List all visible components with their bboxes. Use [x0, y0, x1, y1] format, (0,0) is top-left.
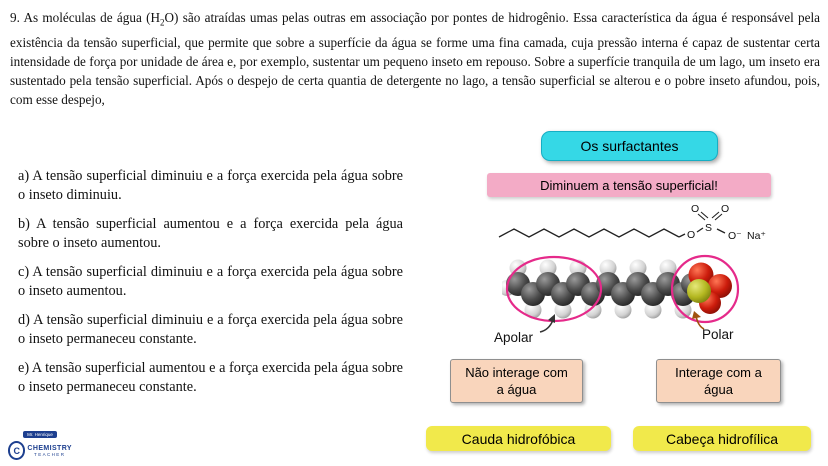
- logo-hexagon-c-icon: C: [8, 441, 25, 460]
- formula-oxygen-anion: O⁻: [728, 230, 742, 242]
- apolar-label: Apolar: [494, 330, 534, 345]
- polar-note-box: [656, 359, 781, 403]
- polar-arrow-icon: [690, 310, 710, 330]
- polar-label: Polar: [702, 327, 734, 342]
- option-b: b) A tensão superficial aumentou e a força exercida pela água sobre o inseto aumentou.: [18, 216, 403, 251]
- hydrophilic-head-box: Cabeça hidrofílica: [633, 426, 811, 451]
- option-e: e) A tensão superficial aumentou e a força exercida pela água sobre o inseto permaneceu constante.: [18, 360, 403, 395]
- option-d: d) A tensão superficial diminuiu e a força exercida pela água sobre o inseto permaneceu constante.: [18, 312, 403, 347]
- logo-name: CHEMISTRY: [27, 444, 72, 452]
- logo-row: [8, 441, 72, 460]
- formula-oxygen-top-right: O: [721, 203, 730, 215]
- h2o-subscript: 2: [160, 17, 165, 28]
- option-c: c) A tensão superficial diminuiu e a força exercida pela água sobre o inseto aumentou.: [18, 264, 403, 299]
- brand-logo: [8, 423, 72, 460]
- carbon-zigzag-bonds: [499, 228, 703, 237]
- apolar-note-box: [450, 359, 583, 403]
- polar-note-text: Interage com a água: [675, 365, 762, 397]
- question-text-pre: 9. As moléculas de água (H: [10, 10, 161, 25]
- sulfate-head-atoms: [687, 263, 732, 315]
- question-text-post: O) são atraídas umas pelas outras em associação por pontes de hidrogênio. Essa característica da água é responsável pela existência da tensão superficial, que permite que sobre a superfície da água se forme uma fina camada, cuja pressão interna é capaz de sustentar certa intensidade de força por unidade de área e, por exemplo, sustentar um pequeno inseto em repouso. Sobre a superfície tranquila de um lago, um inseto era sustentado pela tensão superficial. Após o despejo de certa quantia de detergente no lago, a tensão superficial se alterou e o pobre inseto afundou, pois, com esse despejo,: [10, 10, 820, 107]
- formula-oxygen-top-left: O: [691, 203, 700, 215]
- skeletal-formula: [495, 203, 775, 251]
- formula-oxygen-chain: O: [687, 229, 696, 241]
- question-text: [10, 8, 820, 109]
- formula-sodium-cation: Na⁺: [747, 230, 766, 242]
- hydrophobic-tail-box: Cauda hidrofóbica: [426, 426, 611, 451]
- apolar-arrow-icon: [538, 313, 558, 333]
- logo-text: [27, 445, 72, 457]
- logo-subtitle: TEACHER: [34, 451, 66, 457]
- options-list: [18, 167, 403, 407]
- surfactants-title-button[interactable]: Os surfactantes: [541, 131, 718, 161]
- formula-sulfur: S: [705, 222, 713, 234]
- claim-box: Diminuem a tensão superficial!: [487, 173, 771, 197]
- apolar-note-text: Não interage com a água: [465, 365, 568, 397]
- logo-ribbon: Mr. Henrique: [23, 431, 57, 438]
- option-a: a) A tensão superficial diminuiu e a força exercida pela água sobre o inseto diminuiu.: [18, 168, 403, 203]
